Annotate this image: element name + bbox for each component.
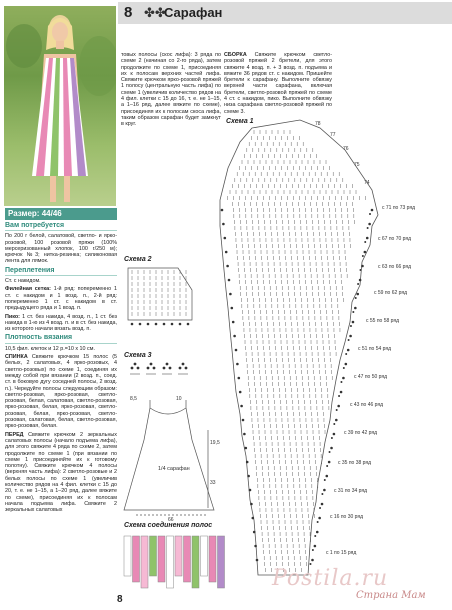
stitch-dot (329, 451, 331, 453)
stitch-dot (354, 307, 357, 310)
scheme-1-label: Схема 1 (226, 118, 254, 125)
row-range-43-46: с 43 по 46 ряд (350, 402, 384, 408)
sundress-quarter-shape (124, 400, 214, 515)
stitch-dot (333, 423, 335, 425)
stitch-dot (250, 503, 253, 506)
stitch-dot (348, 339, 350, 341)
stitches-title: Переплетения (5, 268, 117, 276)
yarn-strip (158, 536, 165, 582)
stitch-dot (239, 391, 242, 394)
stitch-dot (231, 307, 234, 310)
stitch-dot (343, 367, 345, 369)
stitch-dot (221, 209, 224, 212)
row-num-75: 75 (354, 162, 360, 168)
row-range-59-62: с 59 по 62 ряд (374, 290, 408, 296)
yarn-strip (192, 536, 199, 588)
stitch-dot (367, 227, 369, 229)
stitch-dot (233, 335, 236, 338)
stitch-dot (238, 377, 241, 380)
stitch-dot (240, 405, 243, 408)
watermark-strana-mam: Страна Мам (356, 590, 426, 601)
stitch-dot (338, 395, 340, 397)
stitch-dot (243, 433, 246, 436)
scheme-2-diagram (128, 268, 192, 320)
stitch-dot (253, 531, 256, 534)
stitch-dot (331, 437, 333, 439)
stitch-dot (364, 241, 366, 243)
stitch-dot (171, 323, 174, 326)
stitch-dot (166, 363, 169, 366)
stitch-dot (333, 433, 336, 436)
stitch-dot (182, 363, 185, 366)
stitch-dot (150, 363, 153, 366)
scheme-1-outline (220, 120, 378, 575)
stitch-dot (349, 335, 352, 338)
stitch-dot (328, 461, 331, 464)
dim-33: 33 (210, 480, 216, 486)
row-num-78: 78 (315, 121, 321, 127)
stitch-dot (326, 465, 328, 467)
stitch-dot (252, 517, 255, 520)
stitch-dot (355, 297, 357, 299)
yarn-strip (141, 536, 148, 588)
stitch-dot (356, 293, 359, 296)
materials-title: Вам потребуется (5, 223, 117, 231)
dim-8-5: 8,5 (130, 396, 137, 402)
stitch-dot (137, 367, 140, 370)
stitch-dot (317, 521, 319, 523)
stitch-dot (368, 223, 371, 226)
stitch-dot (312, 549, 314, 551)
stitch-dot (236, 363, 239, 366)
stitch-dot (330, 447, 333, 450)
assembly-text: СБОРКА Свяжите крючком светло-розовой пряжей 2 бретели, для этого свяжите 4 возд. п. + 3 возд. п. подъема и вяжите 36 рядов ст. с накидом. Пришейте бретели к сарафану. Выполните обвязку верхней части сарафана, включая бретели, светло-розовой пряжей по схеме 4 ст. с накидом, пико. Выполните обвязку низа сарафана светло-розовой пряжей по схеме 3. (224, 52, 332, 115)
yarn-strip (209, 536, 216, 582)
stitch-dot (224, 237, 227, 240)
stitch-dot (324, 479, 326, 481)
stitch-dot (131, 367, 134, 370)
stitch-dot (179, 323, 182, 326)
watermark-postila: Postila.ru (272, 566, 389, 591)
stitch-3: Пико: 1 ст. без накида, 4 возд. п., 1 ст. без накида в 1-ю из 4 возд. п. и в ст. без накида, из которого начали вязать возд. п. (5, 313, 117, 333)
stitch-dot (352, 311, 354, 313)
stitch-dot (256, 559, 259, 562)
scheme-3-diagram (130, 363, 188, 374)
stitch-dot (179, 367, 182, 370)
size-banner: Размер: 44/46 (5, 208, 117, 220)
stitch-dot (249, 489, 252, 492)
middle-column-text: товых полосы (скос лифа): 3 ряда по схеме 2 (начиная со 2-го ряда), затем продолжите по схеме 1, присоединяя их к полосам верхних частей лифа. Свяжите крючком ярко-розовой пряжей 1 полосу (центральную часть лифа) по схеме 1 (увеличив количество рядов на 4 фил. клетки с 15 до 16, т. е. не 1–15, а 1–16 ряд, далее вяжите по схеме), присоединяя их к полосам скоса лифа, таким образом сарафан будет замкнут в круг. (121, 52, 221, 128)
scheme-1-stitches (221, 130, 374, 572)
stitch-dot (369, 213, 371, 215)
dim-10: 10 (176, 396, 182, 402)
stitch-dot (345, 353, 347, 355)
density-text: 10,5 фил. клеток и 12 р.=10 х 10 см. (5, 345, 95, 352)
stitch-dot (187, 323, 190, 326)
stitch-dot (139, 323, 142, 326)
stitch-dot (325, 475, 328, 478)
stitch-dot (321, 503, 324, 506)
stitch-dot (342, 377, 345, 380)
strip-scheme-label: Схема соединения полос (124, 522, 213, 529)
stitch-dot (155, 323, 158, 326)
stitch-dot (359, 279, 362, 282)
stitch-dot (229, 293, 232, 296)
stitch-dot (362, 255, 364, 257)
scheme-2-label: Схема 2 (124, 256, 152, 263)
yarn-strip (133, 536, 140, 582)
stitch-dot (131, 323, 134, 326)
footer-page-number: 8 (117, 594, 123, 605)
stitch-dot (357, 283, 359, 285)
stitch-1: Ст. с накидом. (5, 278, 41, 285)
row-range-39-42: с 39 по 42 ряд (344, 430, 378, 436)
stitch-dot (319, 507, 321, 509)
stitch-dot (147, 323, 150, 326)
stitch-dot (242, 419, 245, 422)
stitch-dot (340, 391, 343, 394)
stitch-dot (163, 367, 166, 370)
row-range-31-34: с 31 по 34 ряд (334, 488, 368, 494)
stitch-dot (169, 367, 172, 370)
row-range-47-50: с 47 по 50 ряд (354, 374, 388, 380)
stitch-dot (366, 237, 369, 240)
stitch-dot (316, 531, 319, 534)
header-ornament: ✤✤ (144, 5, 166, 20)
stitch-dot (254, 545, 257, 548)
stitch-dot (321, 493, 323, 495)
stitch-dot (323, 489, 326, 492)
stitch-dot (163, 323, 166, 326)
yarn-strip (150, 536, 157, 576)
stitch-dot (147, 367, 150, 370)
stitch-dot (153, 367, 156, 370)
row-range-63-66: с 63 по 66 ряд (378, 264, 412, 270)
stitch-dot (335, 419, 338, 422)
stitch-dot (246, 461, 249, 464)
stitch-dot (222, 223, 225, 226)
yarn-strip (175, 536, 182, 576)
row-range-55-58: с 55 по 58 ряд (366, 318, 400, 324)
page-title: Сарафан (164, 5, 223, 20)
stitch-dot (336, 409, 338, 411)
yarn-strip (201, 536, 208, 576)
stitch-dot (345, 363, 348, 366)
yarn-strip (218, 536, 225, 588)
stitch-dot (314, 545, 317, 548)
dim-19-5: 19,5 (210, 440, 220, 446)
stitch-dot (185, 367, 188, 370)
scheme-3-label: Схема 3 (124, 352, 152, 359)
stitch-dot (232, 321, 235, 324)
front-instructions: ПЕРЕД Свяжите крючком 2 зеркальных салатовых полосы (начало подъема лифа), для этого свяжите 4 ряда по схеме 2, затем продолжите по схеме 1 (при вязании по схеме 1 присоединяйте их к готовому полотну). Свяжите крючком 4 полосы (верхняя часть лифа): 2 светло-розовые и 2 белых полосы по схеме 1 (увеличив количество рядов на 4 фил. клетки с 15 до 20, т. е. не 1–15, а 1–20 ряд, далее вяжите по схеме), присоединяя их к полосам начала подъема лифа. Свяжите 2 зеркальных салатовых (5, 431, 117, 514)
row-range-1-15: с 1 по 15 ряд (326, 550, 357, 556)
stitch-dot (225, 251, 228, 254)
stitch-dot (347, 349, 350, 352)
stitch-dot (314, 535, 316, 537)
density-title: Плотность вязания (5, 335, 117, 343)
stitch-dot (318, 517, 321, 520)
stitch-dot (337, 405, 340, 408)
stitch-dot (364, 251, 367, 254)
stitch-dot (311, 559, 314, 562)
stitch-dot (352, 321, 355, 324)
stitch-dot (359, 269, 361, 271)
row-range-71-73: с 71 по 73 ряд (382, 205, 416, 211)
scheme-2-stitches (131, 270, 190, 325)
yarn-strip (124, 536, 131, 576)
stitch-2: Филейная сетка: 1-й ряд: попеременно 1 ст. с накидом и 1 возд. п., 2-й ряд: попеременно 1 ст. с накидом в ст. предыдущего ряда и 1 возд. п. (5, 286, 117, 312)
stitch-dot (235, 349, 238, 352)
row-range-16-30: с 16 по 30 ряд (330, 514, 364, 520)
yarn-strip (184, 536, 191, 582)
stitch-dot (371, 209, 374, 212)
stitch-dot (245, 447, 248, 450)
strip-joining-diagram (124, 536, 225, 588)
stitch-dot (340, 381, 342, 383)
stitch-dot (228, 279, 231, 282)
stitch-dot (350, 325, 352, 327)
yarn-strip (167, 536, 174, 588)
row-range-51-54: с 51 по 54 ряд (358, 346, 392, 352)
row-num-77: 77 (330, 132, 336, 138)
row-num-76: 76 (343, 146, 349, 152)
stitch-dot (226, 265, 229, 268)
dim-66: 66 (168, 517, 174, 523)
sundress-quarter-label: 1/4 сарафан (158, 466, 190, 472)
row-range-67-70: с 67 по 70 ряд (378, 236, 412, 242)
back-instructions: СПИНКА Свяжите крючком 15 полос (5 белых, 2 салатовых, 4 ярко-розовых, 4 светло-розовых) по схеме 1, соединяя их между собой при вязании (2 возд. п., соед. ст. в боковую дугу соседней полосы, 2 возд. п.). Чередуйте полосы следующим образом: светло-розовая, ярко-розовая, светло-розовая, белая, салатовая, светло-розовая, ярко-розовая, белая, ярко-розовая, светло-розовая, белая, ярко-розовая, светло-розовая, салатовая, белая, светло-розовая, ярко-розовая, белая. (5, 354, 117, 430)
stitch-dot (134, 363, 137, 366)
row-range-35-38: с 35 по 38 ряд (338, 460, 372, 466)
materials-text: По 200 г белой, салатовой, светло- и ярко-розовой, 100 розовой пряжи (100% мерсеризованный хлопок, 100 г/250 м); крючок №3; нитка-резинка; силиконовая лента для лямок. (5, 233, 117, 265)
page-number: 8 (124, 4, 133, 21)
row-num-74: 74 (364, 180, 370, 186)
stitch-dot (247, 475, 250, 478)
stitch-dot (361, 265, 364, 268)
stitch-dot (310, 563, 312, 565)
